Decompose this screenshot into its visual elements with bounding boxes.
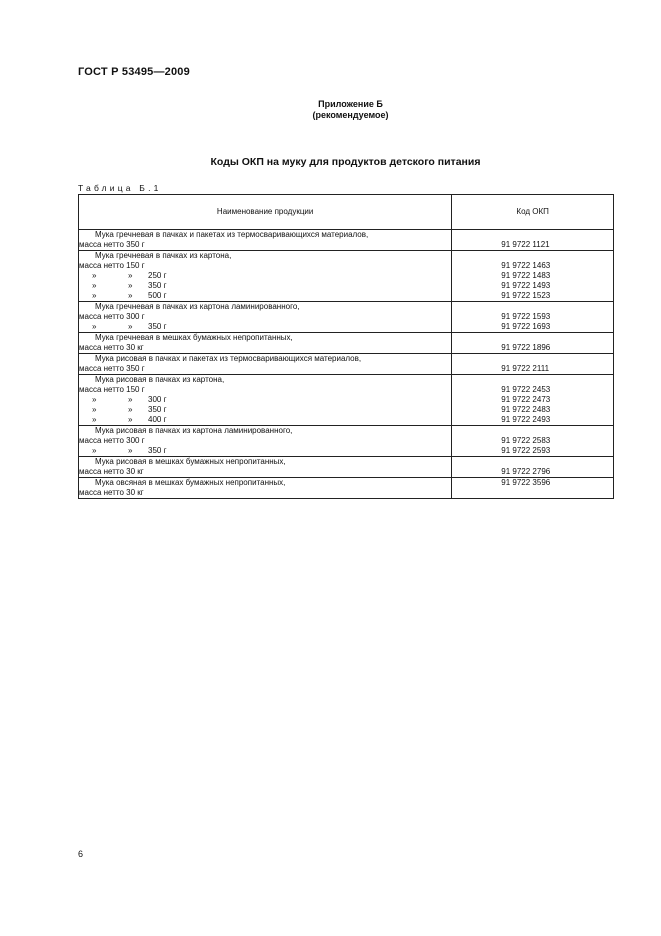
okp-code-cell — [452, 333, 614, 354]
column-header-name: Наименование продукции — [79, 195, 452, 230]
okp-code: 91 9722 1483 — [501, 271, 551, 280]
okp-code: 91 9722 2583 — [501, 436, 551, 445]
okp-code: 91 9722 1693 — [501, 322, 551, 331]
product-name-line: масса нетто 30 кг — [79, 488, 144, 497]
product-name-line: Мука рисовая в пачках из картона ламинированного, — [95, 426, 293, 435]
product-name-cell — [79, 251, 452, 302]
okp-code — [452, 354, 613, 364]
okp-code-cell — [452, 375, 614, 426]
table-row — [79, 302, 614, 333]
product-name-cell — [79, 457, 452, 478]
product-name-line: Мука гречневая в пачках из картона ламинированного, — [95, 302, 300, 311]
okp-code: 91 9722 2111 — [501, 364, 550, 373]
table-caption: Таблица Б.1 — [78, 183, 162, 193]
okp-code — [452, 426, 613, 436]
ditto-mark: » — [128, 446, 133, 455]
product-variant-line — [79, 271, 451, 281]
product-variant-line — [79, 415, 451, 425]
table-row — [79, 354, 614, 375]
product-name-cell — [79, 478, 452, 499]
okp-code: 91 9722 2453 — [501, 385, 551, 394]
okp-code: 91 9722 2796 — [501, 467, 551, 476]
okp-code: 91 9722 1896 — [501, 343, 551, 352]
okp-code-cell — [452, 457, 614, 478]
product-name-cell — [79, 354, 452, 375]
product-name-cell — [79, 333, 452, 354]
okp-code: 91 9722 2473 — [501, 395, 551, 404]
product-name-line: Мука рисовая в мешках бумажных непропитанных, — [95, 457, 286, 466]
table-row — [79, 230, 614, 251]
okp-code — [452, 457, 613, 467]
product-name-cell — [79, 302, 452, 333]
ditto-mark: » — [92, 281, 97, 290]
product-name-cell — [79, 426, 452, 457]
okp-code: 91 9722 3596 — [501, 478, 551, 487]
okp-codes-table — [78, 194, 614, 499]
product-name-line: масса нетто 150 г — [79, 385, 145, 394]
okp-code-cell — [452, 354, 614, 375]
product-variant-line — [79, 281, 451, 291]
product-name-line: Мука гречневая в пачках из картона, — [95, 251, 232, 260]
table-row — [79, 251, 614, 302]
table-row — [79, 375, 614, 426]
okp-code: 91 9722 1523 — [501, 291, 551, 300]
okp-code-cell — [452, 426, 614, 457]
table-body — [79, 230, 614, 499]
okp-code — [452, 230, 613, 240]
okp-code: 91 9722 2493 — [501, 415, 551, 424]
product-name-line: масса нетто 350 г — [79, 240, 145, 249]
product-name-line: Мука овсяная в мешках бумажных непропитанных, — [95, 478, 286, 487]
product-variant-line — [79, 291, 451, 301]
column-header-code: Код ОКП — [452, 195, 614, 230]
okp-code — [452, 302, 613, 312]
okp-code: 91 9722 2593 — [501, 446, 551, 455]
ditto-mark: » — [128, 281, 133, 290]
product-name-line: масса нетто 300 г — [79, 312, 145, 321]
product-name-line: масса нетто 350 г — [79, 364, 145, 373]
appendix-subtitle: (рекомендуемое) — [312, 110, 389, 120]
page-number: 6 — [78, 849, 84, 859]
table-row — [79, 478, 614, 499]
product-name-line: масса нетто 150 г — [79, 261, 145, 270]
product-variant-line — [79, 446, 451, 456]
product-name-line: Мука рисовая в пачках и пакетах из термосваривающихся материалов, — [95, 354, 362, 363]
ditto-mark: » — [128, 415, 133, 424]
variant-weight: 350 г — [148, 281, 167, 290]
table-row — [79, 457, 614, 478]
product-name-line: масса нетто 300 г — [79, 436, 145, 445]
okp-code: 91 9722 1463 — [501, 261, 551, 270]
variant-weight: 350 г — [148, 405, 167, 414]
ditto-mark: » — [92, 271, 97, 280]
product-variant-line — [79, 322, 451, 332]
ditto-mark: » — [92, 446, 97, 455]
okp-code — [452, 333, 613, 343]
variant-weight: 250 г — [148, 271, 167, 280]
okp-code-cell — [452, 302, 614, 333]
product-name-line: масса нетто 30 кг — [79, 343, 144, 352]
variant-weight: 350 г — [148, 322, 167, 331]
ditto-mark: » — [128, 322, 133, 331]
appendix-title: Приложение Б — [318, 99, 383, 109]
product-name-line: Мука гречневая в пачках и пакетах из термосваривающихся материалов, — [95, 230, 369, 239]
variant-weight: 350 г — [148, 446, 167, 455]
ditto-mark: » — [92, 395, 97, 404]
product-name-cell — [79, 230, 452, 251]
product-name-line: Мука гречневая в мешках бумажных непропитанных, — [95, 333, 293, 342]
table-row — [79, 426, 614, 457]
document-header: ГОСТ Р 53495—2009 — [78, 66, 190, 78]
ditto-mark: » — [92, 415, 97, 424]
okp-code — [452, 251, 613, 261]
okp-code: 91 9722 1121 — [501, 240, 550, 249]
table-row — [79, 333, 614, 354]
section-title: Коды ОКП на муку для продуктов детского питания — [210, 156, 481, 168]
product-variant-line — [79, 395, 451, 405]
variant-weight: 300 г — [148, 395, 167, 404]
ditto-mark: » — [92, 291, 97, 300]
table-header-row — [79, 195, 614, 230]
ditto-mark: » — [128, 405, 133, 414]
appendix-heading — [0, 99, 661, 121]
variant-weight: 400 г — [148, 415, 167, 424]
okp-code: 91 9722 1493 — [501, 281, 551, 290]
ditto-mark: » — [128, 271, 133, 280]
ditto-mark: » — [92, 322, 97, 331]
okp-code-cell — [452, 230, 614, 251]
product-name-cell — [79, 375, 452, 426]
product-variant-line — [79, 405, 451, 415]
product-name-line: масса нетто 30 кг — [79, 467, 144, 476]
okp-code: 91 9722 2483 — [501, 405, 551, 414]
okp-code-cell — [452, 251, 614, 302]
okp-code-cell — [452, 478, 614, 499]
product-name-line: Мука рисовая в пачках из картона, — [95, 375, 225, 384]
ditto-mark: » — [128, 395, 133, 404]
ditto-mark: » — [128, 291, 133, 300]
okp-code — [452, 375, 613, 385]
okp-code: 91 9722 1593 — [501, 312, 551, 321]
ditto-mark: » — [92, 405, 97, 414]
variant-weight: 500 г — [148, 291, 167, 300]
